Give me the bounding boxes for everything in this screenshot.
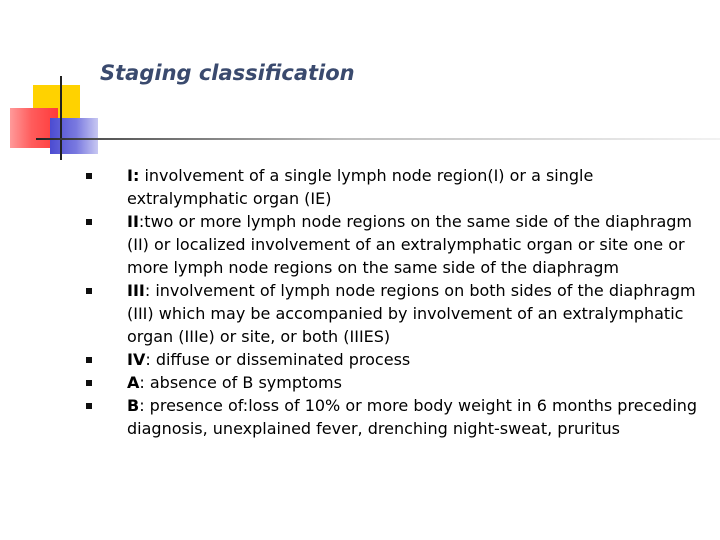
square-bullet-icon	[86, 288, 92, 294]
bullet-text: involvement of a single lymph node region(I) or a single extralymphatic organ (IE)	[127, 166, 594, 208]
bullet-item-category-a	[80, 371, 700, 394]
bullet-term: III	[127, 281, 145, 300]
decorative-blue-square	[50, 118, 98, 154]
bullet-item-category-b	[80, 394, 700, 440]
square-bullet-icon	[86, 219, 92, 225]
bullet-item-stage-iv	[80, 348, 700, 371]
bullet-text: : presence of:loss of 10% or more body weight in 6 months preceding diagnosis, unexplained fever, drenching night-sweat, pruritus	[127, 396, 698, 438]
square-bullet-icon	[86, 173, 92, 179]
title-underline-divider	[36, 138, 720, 140]
square-bullet-icon	[86, 403, 92, 409]
bullet-text: :two or more lymph node regions on the same side of the diaphragm (II) or localized involvement of an extralymphatic organ or site one or more lymph node regions on the same side of the diaphragm	[127, 212, 692, 277]
square-bullet-icon	[86, 357, 92, 363]
bullet-term: II	[127, 212, 139, 231]
bullet-term: IV	[127, 350, 146, 369]
bullet-list	[80, 164, 700, 440]
square-bullet-icon	[86, 380, 92, 386]
bullet-term: I:	[127, 166, 140, 185]
bullet-item-stage-ii	[80, 210, 700, 279]
bullet-text: : absence of B symptoms	[139, 373, 342, 392]
bullet-term: B	[127, 396, 140, 415]
bullet-term: A	[127, 373, 140, 392]
bullet-item-stage-i	[80, 164, 700, 210]
bullet-text: : involvement of lymph node regions on both sides of the diaphragm (III) which may be accompanied by involvement of an extralymphatic organ (IIIe) or site, or both (IIIES)	[127, 281, 696, 346]
decorative-vertical-line	[60, 76, 62, 160]
slide-title: Staging classification	[100, 61, 355, 85]
bullet-text: : diffuse or disseminated process	[145, 350, 411, 369]
bullet-item-stage-iii	[80, 279, 700, 348]
